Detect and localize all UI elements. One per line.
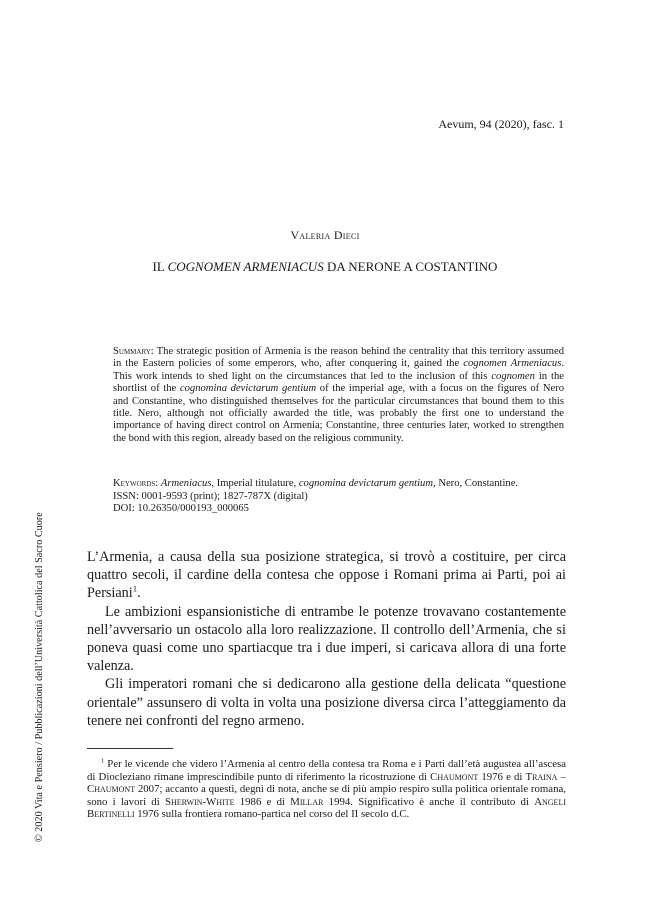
author-name: Valeria Dieci	[290, 228, 360, 242]
abstract-text: : The strategic position of Armenia is the reason behind the centrality that this territory assumed in the Eastern policies of some emperors, who, after conquering it, gained the	[113, 346, 564, 370]
copyright-notice: © 2020 Vita e Pensiero / Pubblicazioni dell’Università Cattolica del Sacro Cuore	[34, 512, 45, 842]
keywords-text: , Nero, Constantine.	[433, 478, 519, 489]
footnote-text: 1976 e di	[478, 770, 526, 783]
cited-author: Traina – Chaumont	[87, 770, 566, 796]
cited-author: Sherwin-White	[164, 795, 235, 808]
title-italic: COGNOMEN ARMENIACUS	[167, 259, 324, 274]
keywords-italic: Armeniacus	[160, 478, 212, 489]
footnote-text: 1986 e di	[234, 795, 291, 808]
article-metadata	[113, 478, 573, 516]
cited-author: Chaumont	[430, 770, 479, 783]
issn: ISSN: 0001-9593 (print); 1827-787X (digital)	[113, 490, 308, 502]
paragraph	[87, 548, 566, 603]
abstract-italic: cognomina devictarum gentium	[179, 383, 317, 395]
paragraph: Le ambizioni espansionistiche di entrambe le potenze trovavano costantemente nell’avversario un ostacolo alla loro realizzazione. Il controllo dell’Armenia, che si poneva quasi come uno spartiacque tra i due imperi, si caricava allora di una forte valenza.	[87, 603, 566, 675]
keywords	[113, 478, 573, 491]
doi: DOI: 10.26350/000193_000065	[113, 503, 249, 515]
article-title	[0, 259, 650, 275]
keywords-text: :	[155, 478, 161, 489]
cited-author: Angeli Bertinelli	[87, 795, 566, 821]
footnote-text: Per le vicende che videro l’Armenia al centro della contesa tra Roma e i Parti dall’età augustea all’ascesa di Diocleziano rimane imprescindibile punto di riferimento la ricostruzione di	[87, 758, 566, 783]
footnote-text: 1976 sulla frontiera romano-partica nel corso del II secolo d.C.	[134, 808, 410, 821]
paragraph-text: L’Armenia, a causa della sua posizione strategica, si trovò a costituire, per circa quattro secoli, il cardine della contesa che oppose i Romani prima ai Parti, poi ai Persiani	[87, 549, 566, 602]
abstract-italic: cognomen Armeniacus	[463, 358, 562, 370]
abstract	[113, 346, 564, 445]
paragraph: Gli imperatori romani che si dedicarono alla gestione della delicata “questione orientale” assunsero di volta in volta una posizione diversa circa l’atteggiamento da tenere nei confronti del regno armeno.	[87, 676, 566, 729]
keywords-text: , Imperial titulature,	[211, 478, 299, 489]
footnote	[87, 758, 566, 821]
title-part: IL	[152, 259, 168, 274]
keywords-italic: cognomina devictarum gentium	[298, 478, 434, 489]
footnote-divider	[87, 748, 173, 749]
abstract-text: . This work intends to shed light on the circumstances that led to the inclusion of this	[113, 358, 565, 382]
journal-reference: Aevum, 94 (2020), fasc. 1	[438, 117, 564, 131]
footnote-text: 1994. Significativo è anche il contributo di	[323, 795, 535, 808]
title-part: DA NERONE A COSTANTINO	[323, 259, 498, 274]
keywords-label: Keywords	[113, 478, 156, 489]
abstract-text: in the shortlist of the	[113, 370, 564, 395]
cited-author: Millar	[290, 795, 324, 808]
abstract-italic: cognomen	[491, 370, 535, 382]
body-text	[87, 548, 566, 730]
paragraph-text: .	[137, 585, 141, 602]
abstract-text: of the imperial age, with a focus on the figures of Nero and Constantine, who distinguished themselves for the particular circumstances that bound them to this title. Nero, although not officially awarded the title, was probably the first one to understand the importance of having direct control on Armenia; Constantine, three centuries later, worked to strengthen the bond with this region, already based on the religious community.	[113, 383, 564, 444]
abstract-label: Summary	[113, 346, 151, 357]
footnote-reference[interactable]: 1	[132, 583, 138, 594]
footnote-text: 2007; accanto a questi, degni di nota, anche se di più ampio respiro sulla politica orientale romana, sono i lavori di	[87, 783, 566, 808]
footnote-number: 1	[101, 757, 105, 765]
